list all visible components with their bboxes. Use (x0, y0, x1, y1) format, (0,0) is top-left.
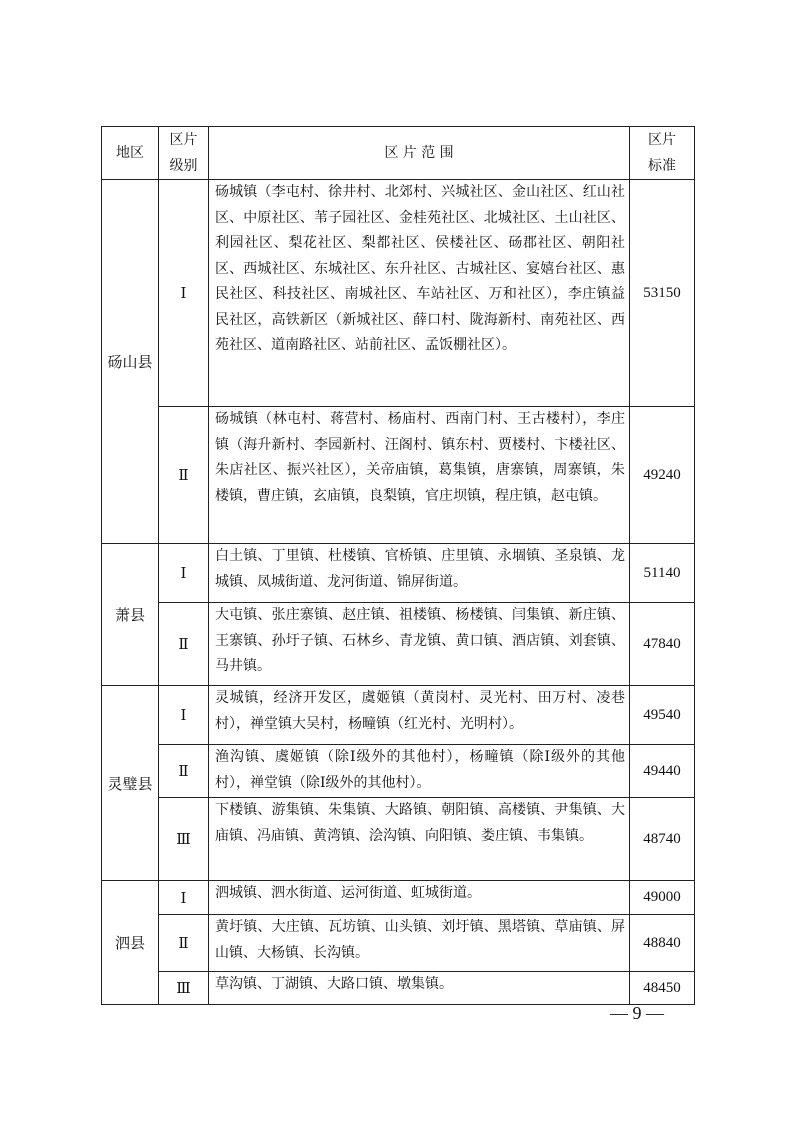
standard-cell: 48740 (630, 798, 695, 881)
scope-cell: 黄圩镇、大庄镇、瓦坊镇、山头镇、刘圩镇、黑塔镇、草庙镇、屏山镇、大杨镇、长沟镇。 (209, 915, 630, 972)
scope-cell: 砀城镇（林屯村、蒋营村、杨庙村、西南门村、王古楼村），李庄镇（海升新村、李园新村、汪阁村、镇东村、贾楼村、卞楼社区、朱店社区、振兴社区），关帝庙镇，葛集镇，唐寨镇，周寨镇，朱楼镇，曹庄镇，玄庙镇，良梨镇，官庄坝镇，程庄镇，赵屯镇。 (209, 407, 630, 544)
region-cell: 萧县 (102, 544, 159, 686)
table-row (102, 603, 695, 686)
level-cell: Ⅲ (159, 798, 209, 881)
table-row (102, 407, 695, 544)
standard-cell: 49240 (630, 407, 695, 544)
scope-cell: 大屯镇、张庄寨镇、赵庄镇、祖楼镇、杨楼镇、闫集镇、新庄镇、王寨镇、孙圩子镇、石林乡、青龙镇、黄口镇、酒店镇、刘套镇、马井镇。 (209, 603, 630, 686)
standard-cell: 49440 (630, 745, 695, 798)
region-cell: 灵璧县 (102, 686, 159, 881)
header-level-line2: 级别 (169, 158, 198, 174)
header-standard-line2: 标准 (648, 158, 676, 174)
standard-cell: 48450 (630, 972, 695, 1005)
standard-cell: 49000 (630, 881, 695, 915)
table-row (102, 881, 695, 915)
standard-cell: 51140 (630, 544, 695, 603)
header-level-line1: 区片 (169, 132, 198, 148)
table-row (102, 180, 695, 407)
level-cell: Ⅱ (159, 603, 209, 686)
level-cell: Ⅱ (159, 745, 209, 798)
level-cell: Ⅰ (159, 180, 209, 407)
header-standard (630, 127, 695, 180)
scope-cell: 下楼镇、游集镇、朱集镇、大路镇、朝阳镇、高楼镇、尹集镇、大庙镇、冯庙镇、黄湾镇、浍沟镇、向阳镇、娄庄镇、韦集镇。 (209, 798, 630, 881)
table-row (102, 972, 695, 1005)
level-cell: Ⅲ (159, 972, 209, 1005)
region-cell: 泗县 (102, 881, 159, 1005)
header-level (159, 127, 209, 180)
page-number: — 9 — (610, 1003, 664, 1023)
header-standard-line1: 区片 (648, 132, 676, 148)
standard-cell: 49540 (630, 686, 695, 745)
table-row (102, 798, 695, 881)
header-scope: 区 片 范 围 (209, 127, 630, 180)
standard-cell: 48840 (630, 915, 695, 972)
table-row (102, 745, 695, 798)
level-cell: Ⅰ (159, 881, 209, 915)
table-header-row (102, 127, 695, 180)
table-row (102, 686, 695, 745)
region-cell: 砀山县 (102, 180, 159, 544)
scope-cell: 渔沟镇、虞姬镇（除Ⅰ级外的其他村），杨疃镇（除Ⅰ级外的其他村），禅堂镇（除Ⅰ级外的其他村）。 (209, 745, 630, 798)
standard-cell: 53150 (630, 180, 695, 407)
header-region: 地区 (102, 127, 159, 180)
level-cell: Ⅰ (159, 544, 209, 603)
standard-cell: 47840 (630, 603, 695, 686)
scope-cell: 草沟镇、丁湖镇、大路口镇、墩集镇。 (209, 972, 630, 1005)
scope-cell: 白土镇、丁里镇、杜楼镇、官桥镇、庄里镇、永堌镇、圣泉镇、龙城镇、凤城街道、龙河街道、锦屏街道。 (209, 544, 630, 603)
land-price-table (101, 126, 695, 1005)
scope-cell: 砀城镇（李屯村、徐井村、北郊村、兴城社区、金山社区、红山社区、中原社区、苇子园社区、金桂苑社区、北城社区、土山社区、利园社区、梨花社区、梨都社区、侯楼社区、砀郡社区、朝阳社区、西城社区、东城社区、东升社区、古城社区、宴嬉台社区、惠民社区、科技社区、南城社区、车站社区、万和社区），李庄镇益民社区，高铁新区（新城社区、薛口村、陇海新村、南苑社区、西苑社区、道南路社区、站前社区、孟饭棚社区）。 (209, 180, 630, 407)
table-row (102, 915, 695, 972)
level-cell: Ⅱ (159, 915, 209, 972)
level-cell: Ⅰ (159, 686, 209, 745)
table-row (102, 544, 695, 603)
scope-cell: 灵城镇，经济开发区，虞姬镇（黄岗村、灵光村、田万村、凌巷村），禅堂镇大吴村，杨疃镇（红光村、光明村）。 (209, 686, 630, 745)
scope-cell: 泗城镇、泗水街道、运河街道、虹城街道。 (209, 881, 630, 915)
level-cell: Ⅱ (159, 407, 209, 544)
